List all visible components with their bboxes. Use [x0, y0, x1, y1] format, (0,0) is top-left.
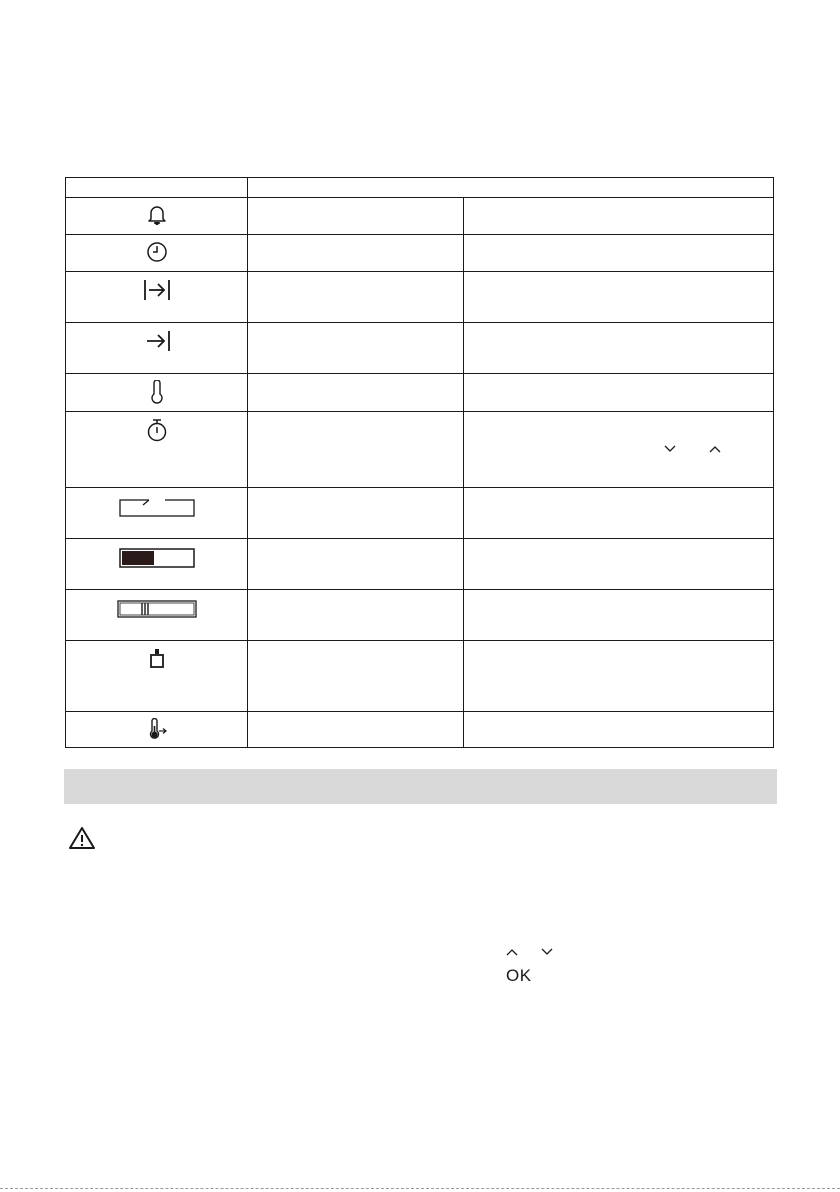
function-cell — [248, 235, 464, 272]
function-cell — [248, 712, 464, 748]
function-cell — [248, 590, 464, 641]
description-cell — [464, 712, 774, 748]
symbol-cell — [66, 235, 248, 272]
table-row — [66, 272, 774, 323]
warning-block — [68, 826, 96, 855]
table-row — [66, 198, 774, 235]
table-row — [66, 412, 774, 488]
table-header-symbol — [66, 178, 248, 198]
table-row — [66, 539, 774, 590]
function-cell — [248, 323, 464, 374]
symbol-cell — [66, 198, 248, 235]
symbol-cell — [66, 539, 248, 590]
child-lock-icon — [149, 647, 165, 669]
table-header-function — [248, 178, 774, 198]
table-row — [66, 235, 774, 272]
function-cell — [248, 272, 464, 323]
description-cell — [464, 323, 774, 374]
function-cell — [248, 198, 464, 235]
chevron-down-icon — [541, 948, 553, 956]
bar-indicator-quick-heat-icon — [117, 599, 197, 619]
function-cell — [248, 641, 464, 712]
function-cell — [248, 539, 464, 590]
chevron-up-icon — [506, 948, 518, 956]
clock-icon — [146, 241, 168, 263]
symbol-cell — [66, 590, 248, 641]
table-header-row — [66, 178, 774, 198]
ok-button-label: OK — [506, 966, 532, 985]
description-cell — [464, 235, 774, 272]
bell-icon — [147, 204, 167, 226]
description-cell — [464, 641, 774, 712]
description-cell — [464, 488, 774, 539]
table-row — [66, 590, 774, 641]
chevron-up-icon — [709, 445, 721, 453]
function-cell — [248, 412, 464, 488]
function-cell — [248, 488, 464, 539]
section-heading-bar — [64, 769, 777, 804]
symbol-cell — [66, 272, 248, 323]
warning-triangle-icon — [68, 826, 96, 850]
symbol-cell — [66, 641, 248, 712]
table-row — [66, 488, 774, 539]
page-edge-rule — [0, 1188, 840, 1191]
description-cell — [464, 198, 774, 235]
table-row — [66, 323, 774, 374]
duration-icon — [142, 278, 172, 302]
symbol-cell — [66, 374, 248, 412]
bar-indicator-heating-icon — [119, 548, 195, 568]
table-row — [66, 641, 774, 712]
description-cell — [464, 590, 774, 641]
description-cell — [464, 272, 774, 323]
bar-indicator-empty-icon — [119, 497, 195, 517]
chevron-down-icon — [664, 445, 676, 453]
display-symbols-table — [65, 177, 774, 748]
table-row — [66, 712, 774, 748]
core-temperature-icon — [149, 380, 165, 404]
end-icon — [142, 329, 172, 353]
description-cell — [464, 374, 774, 412]
symbol-cell — [66, 712, 248, 748]
table-row — [66, 374, 774, 412]
residual-heat-icon — [145, 718, 169, 742]
symbol-cell — [66, 488, 248, 539]
description-cell — [464, 412, 774, 488]
function-cell — [248, 374, 464, 412]
symbol-cell — [66, 412, 248, 488]
symbol-cell — [66, 323, 248, 374]
timer-icon — [146, 418, 168, 442]
description-cell — [464, 539, 774, 590]
